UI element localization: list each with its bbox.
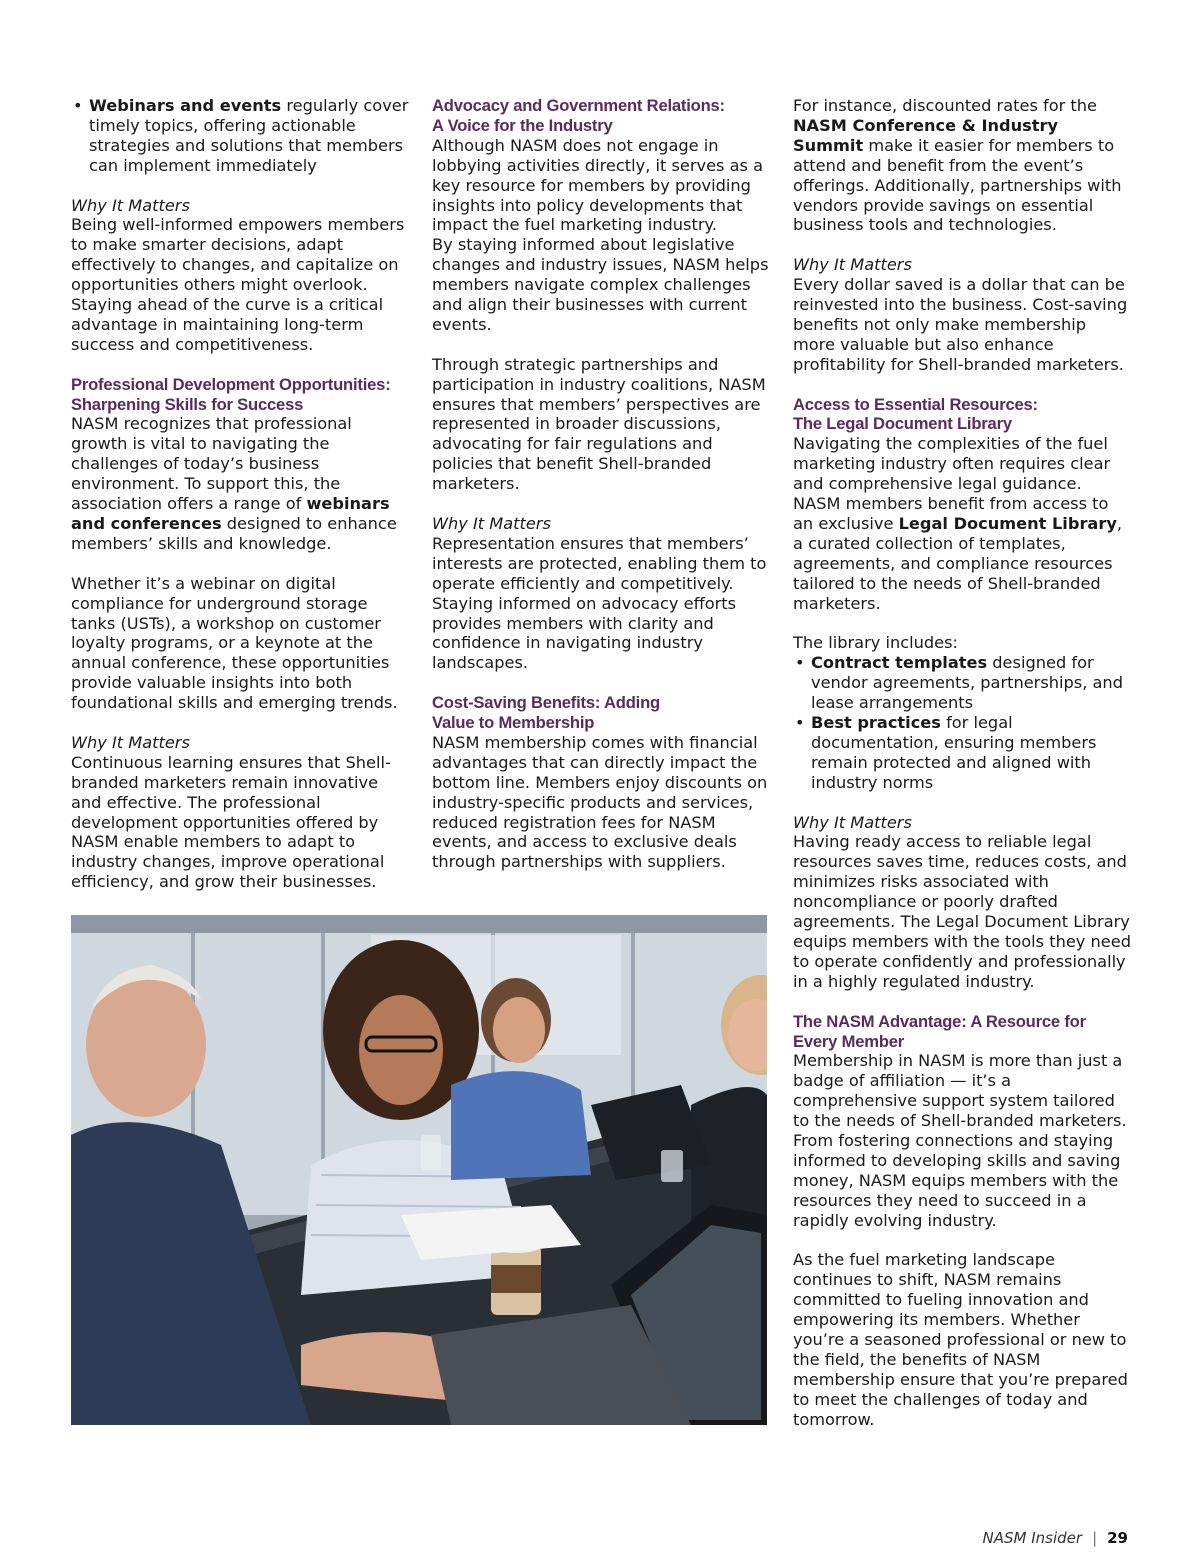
bold-text: Best practices	[811, 713, 941, 733]
heading-line: Cost-Saving Benefits: Adding	[432, 693, 660, 713]
meeting-photo-illustration	[71, 915, 767, 1425]
bold-text: webinars and conferences	[71, 494, 390, 533]
column-2	[432, 96, 772, 892]
section-heading	[71, 375, 411, 415]
body-text: for legal documentation, ensuring members remain protected and aligned with industry norms	[811, 713, 1097, 792]
why-it-matters-label: Why It Matters	[71, 732, 190, 752]
bold-text: Webinars and events	[89, 96, 282, 115]
body-text: regularly cover timely topics, offering actionable strategies and solutions that members can implement immediately	[89, 96, 409, 175]
paragraph: Although NASM does not engage in lobbying activities directly, it serves as a key resource for members by providing insights into policy developments that impact the fuel marketing industry.	[432, 135, 764, 235]
heading-line: Every Member	[793, 1031, 905, 1051]
heading-line: The NASM Advantage: A Resource for	[793, 1011, 1086, 1031]
why-it-matters-block	[71, 196, 411, 355]
body-text: designed to enhance members’ skills and knowledge.	[71, 514, 397, 553]
body-text: Representation ensures that members’ interests are protected, enabling them to operate efficiently and competitively. Staying informed on advocacy efforts provides members with clarity and confidence in navigating industry landscapes.	[432, 533, 767, 673]
heading-line: A Voice for the Industry	[432, 115, 613, 135]
body-text: , a curated collection of templates, agreements, and compliance resources tailored to the needs of Shell-branded marketers.	[793, 514, 1123, 613]
paragraph	[793, 96, 1133, 235]
section-heading	[793, 1012, 1133, 1052]
heading-line: Advocacy and Government Relations:	[432, 96, 725, 115]
why-it-matters-block	[793, 813, 1133, 992]
heading-line: Access to Essential Resources:	[793, 394, 1038, 414]
heading-line: Professional Development Opportunities:	[71, 374, 391, 394]
heading-line: The Legal Document Library	[793, 414, 1012, 434]
paragraph	[793, 434, 1133, 613]
paragraph: As the fuel marketing landscape continues to shift, NASM remains committed to fueling innovation and empowering its members. Whether you’re a seasoned professional or new to the field, the benefits of NASM membership ensure that you’re prepared to meet the challenges of today and tomorrow.	[793, 1250, 1128, 1429]
bold-text: Legal Document Library	[898, 514, 1117, 533]
why-it-matters-block	[71, 733, 411, 892]
list-intro: The library includes:	[793, 633, 959, 653]
list-item	[793, 713, 1133, 793]
body-text: For instance, discounted rates for the	[793, 96, 1097, 115]
why-it-matters-block	[432, 514, 772, 673]
page-footer	[983, 1529, 1128, 1549]
why-it-matters-block	[793, 255, 1133, 374]
events-bullet-list	[71, 96, 411, 176]
bold-text: NASM Conference & Industry Summit	[793, 115, 1059, 155]
section-heading	[432, 693, 772, 733]
footer-separator: |	[1092, 1529, 1098, 1547]
body-text: designed for vendor agreements, partnerships, and lease arrangements	[811, 653, 1123, 713]
why-it-matters-label: Why It Matters	[793, 255, 912, 275]
publication-name: NASM Insider	[982, 1529, 1083, 1547]
paragraph: By staying informed about legislative changes and industry issues, NASM helps members navigate complex challenges and align their businesses with current events.	[432, 235, 769, 334]
body-text: Every dollar saved is a dollar that can be reinvested into the business. Cost-saving benefits not only make membership more valuable but also enhance profitability for Shell-branded marketers.	[793, 275, 1128, 374]
column-1	[71, 96, 411, 912]
why-it-matters-label: Why It Matters	[71, 195, 190, 215]
heading-line: Sharpening Skills for Success	[71, 394, 304, 414]
body-text: Having ready access to reliable legal resources saves time, reduces costs, and minimizes risks associated with noncompliance or poorly drafted agreements. The Legal Document Library equips members with the tools they need to operate confidently and professionally in a highly regulated industry.	[793, 832, 1131, 991]
body-text: Being well-informed empowers members to make smarter decisions, adapt effectively to changes, and capitalize on opportunities others might overlook. Staying ahead of the curve is a critical advantage in maintaining long-term success and competitiveness.	[71, 215, 405, 354]
bold-text: Contract templates	[811, 653, 988, 673]
heading-line: Value to Membership	[432, 713, 595, 733]
paragraph: NASM membership comes with financial advantages that can directly impact the bottom line. Members enjoy discounts on industry-specific products and services, reduced registration fees for NASM events, and access to exclusive deals through partnerships with suppliers.	[432, 732, 768, 872]
column-3	[793, 96, 1133, 1450]
why-it-matters-label: Why It Matters	[432, 514, 551, 533]
paragraph: Through strategic partnerships and participation in industry coalitions, NASM ensures that members’ perspectives are represented in broader discussions, advocating for fair regulations and policies that benefit Shell-branded marketers.	[432, 354, 766, 494]
body-text: NASM recognizes that professional growth is vital to navigating the challenges of today’s business environment. To support this, the association offers a range of	[71, 414, 352, 514]
body-text: Navigating the complexities of the fuel marketing industry often requires clear and comprehensive legal guidance. NASM members benefit from access to an exclusive	[793, 434, 1111, 533]
paragraph: Whether it’s a webinar on digital compliance for underground storage tanks (USTs), a workshop on customer loyalty programs, or a keynote at the annual conference, these opportunities provide valuable insights into both foundational skills and emerging trends.	[71, 573, 398, 713]
section-heading	[432, 96, 772, 136]
page-number: 29	[1107, 1529, 1128, 1547]
list-item	[71, 96, 411, 176]
library-bullet-list	[793, 653, 1133, 792]
body-text: make it easier for members to attend and benefit from the event’s offerings. Additionally, partnerships with vendors provide savings on essential business tools and technologies.	[793, 135, 1122, 235]
why-it-matters-label: Why It Matters	[793, 812, 912, 832]
meeting-photo	[71, 915, 767, 1425]
paragraph	[71, 414, 411, 553]
list-item	[793, 653, 1133, 713]
body-text: Continuous learning ensures that Shell-branded marketers remain innovative and effective. The professional development opportunities offered by NASM enable members to adapt to industry changes, improve operational efficiency, and grow their businesses.	[71, 752, 391, 892]
paragraph: Membership in NASM is more than just a badge of affiliation — it’s a comprehensive support system tailored to the needs of Shell-branded marketers. From fostering connections and staying informed to developing skills and saving money, NASM equips members with the resources they need to succeed in a rapidly evolving industry.	[793, 1051, 1127, 1230]
section-heading	[793, 395, 1133, 435]
